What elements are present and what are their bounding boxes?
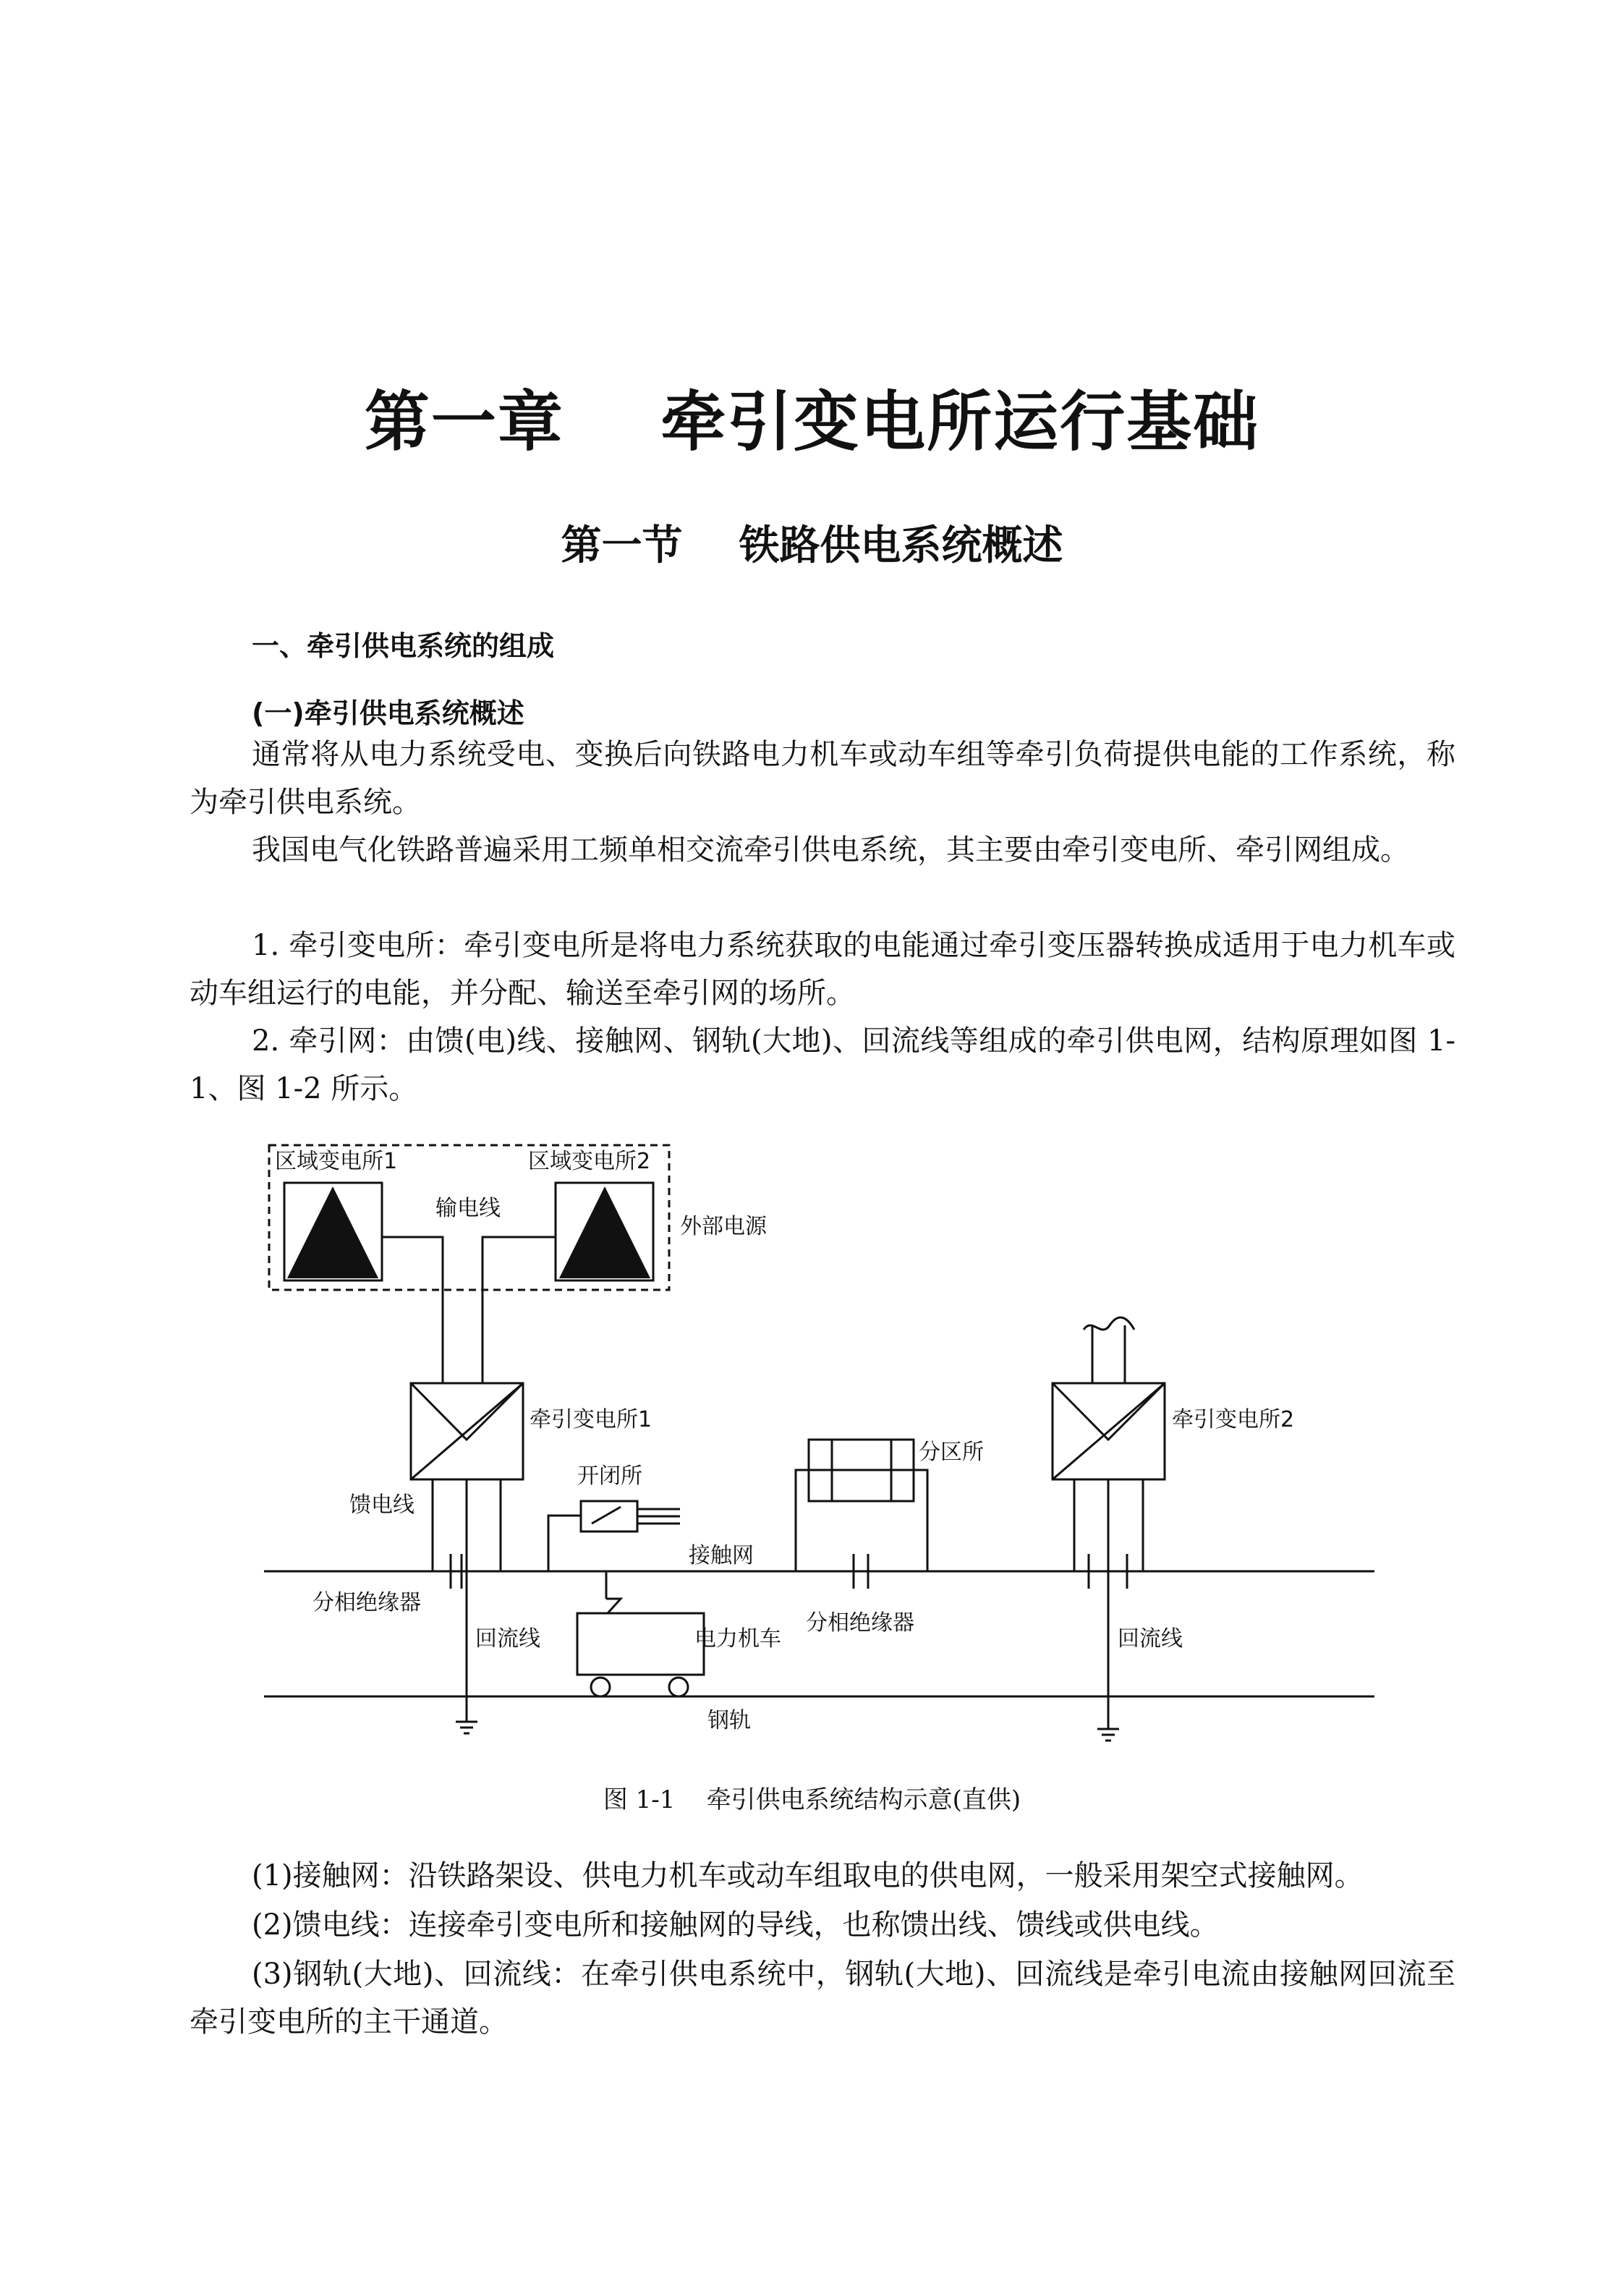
locomotive-wheel-right xyxy=(669,1678,688,1696)
item-rail-return: (3)钢轨(大地)、回流线：在牵引供电系统中，钢轨(大地)、回流线是牵引电流由接触网回流至牵引变电所的主干通道。 xyxy=(190,1958,1455,2039)
label-traction-sub-1: 牵引变电所1 xyxy=(530,1407,652,1432)
locomotive-wheel-left xyxy=(591,1678,610,1696)
chapter-title: 第一章 牵引变电所运行基础 xyxy=(364,384,1260,460)
label-regional-sub-2: 区域变电所2 xyxy=(528,1149,651,1174)
label-return-line-left: 回流线 xyxy=(475,1626,540,1652)
label-traction-sub-2: 牵引变电所2 xyxy=(1172,1407,1295,1432)
heading-level-1: 一、牵引供电系统的组成 xyxy=(252,630,555,662)
switching-station-link xyxy=(548,1516,581,1571)
paragraph-composition: 我国电气化铁路普遍采用工频单相交流牵引供电系统，其主要由牵引变电所、牵引网组成。 xyxy=(252,833,1409,867)
traction-supply-diagram xyxy=(217,1136,1447,1765)
label-phase-insulator-left: 分相绝缘器 xyxy=(313,1590,421,1615)
paragraph-definition: 通常将从电力系统受电、变换后向铁路电力机车或动车组等牵引负荷提供电能的工作系统，称为牵引供电系统。 xyxy=(190,738,1455,819)
transmission-line-1 xyxy=(382,1237,443,1383)
regional-substation-1-symbol xyxy=(287,1186,378,1278)
label-catenary: 接触网 xyxy=(689,1543,754,1568)
paragraph-traction-substation: 1. 牵引变电所：牵引变电所是将电力系统获取的电能通过牵引变压器转换成适用于电力机车或动车组运行的电能，并分配、输送至牵引网的场所。 xyxy=(190,929,1455,1010)
label-return-line-right: 回流线 xyxy=(1118,1626,1183,1652)
figure-caption: 图 1-1 牵引供电系统结构示意(直供) xyxy=(603,1785,1021,1814)
pantograph xyxy=(606,1599,622,1613)
figure-1-1-diagram xyxy=(217,1136,1447,1765)
label-rail: 钢轨 xyxy=(707,1708,751,1733)
label-section-post: 分区所 xyxy=(919,1440,984,1465)
heading-level-2: (一)牵引供电系统概述 xyxy=(252,697,524,729)
label-feeder: 馈电线 xyxy=(349,1492,414,1518)
section-title: 第一节 铁路供电系统概述 xyxy=(561,522,1063,569)
item-catenary: (1)接触网：沿铁路架设、供电力机车或动车组取电的供电网，一般采用架空式接触网。 xyxy=(252,1859,1364,1892)
regional-substation-2-symbol xyxy=(559,1186,650,1278)
locomotive-body xyxy=(577,1613,704,1675)
label-regional-sub-1: 区域变电所1 xyxy=(275,1149,398,1174)
item-feeder: (2)馈电线：连接牵引变电所和接触网的导线，也称馈出线、馈线或供电线。 xyxy=(252,1908,1219,1942)
transmission-line-2 xyxy=(482,1237,556,1383)
label-transmission-line: 输电线 xyxy=(435,1196,501,1221)
paragraph-traction-network: 2. 牵引网：由馈(电)线、接触网、钢轨(大地)、回流线等组成的牵引供电网，结构原理如图 1-1、图 1-2 所示。 xyxy=(190,1024,1455,1105)
label-locomotive: 电力机车 xyxy=(694,1626,781,1652)
label-phase-insulator-mid: 分相绝缘器 xyxy=(806,1610,914,1636)
label-switching-station: 开闭所 xyxy=(577,1463,642,1489)
switching-station-box xyxy=(581,1501,637,1531)
label-external-power: 外部电源 xyxy=(680,1214,767,1239)
